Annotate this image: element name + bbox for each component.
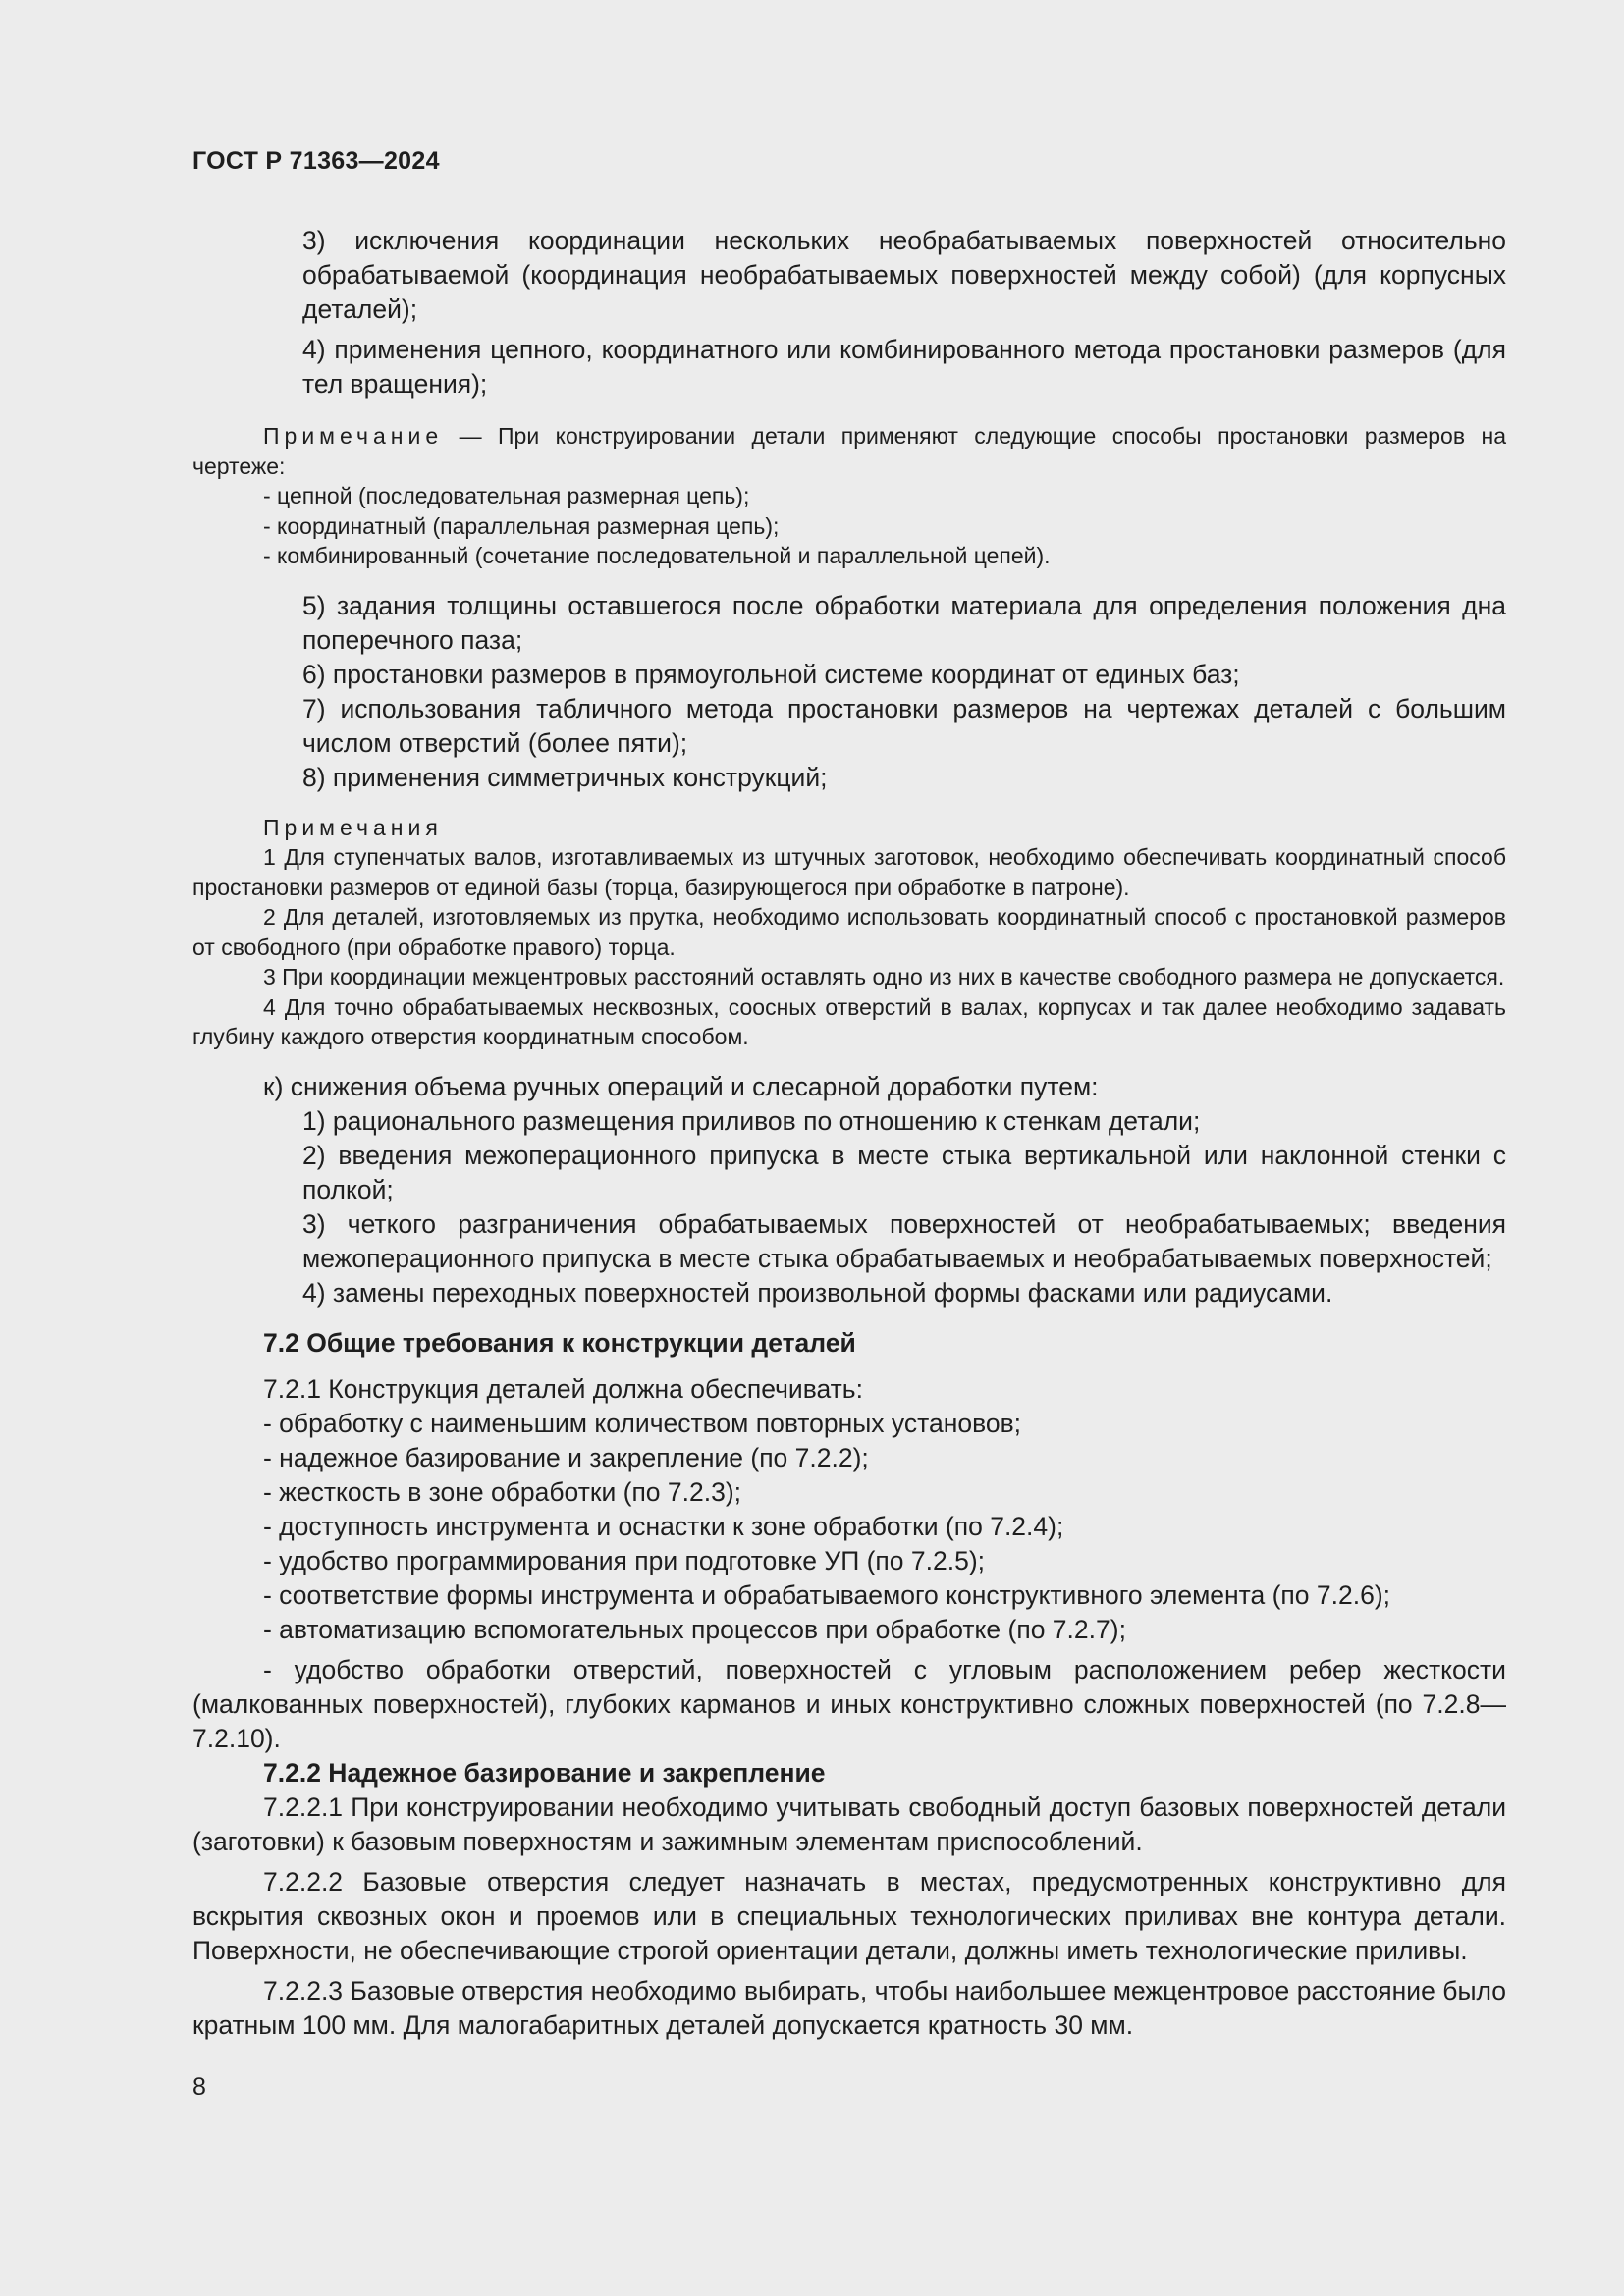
list-item: 4) замены переходных поверхностей произвольной формы фасками или радиусами. bbox=[302, 1277, 1333, 1308]
list-item: - доступность инструмента и оснастки к зоне обработки (по 7.2.4); bbox=[263, 1511, 1064, 1541]
list-item: - цепной (последовательная размерная цепь); bbox=[263, 483, 750, 508]
list-item: - жесткость в зоне обработки (по 7.2.3); bbox=[263, 1476, 742, 1507]
list-item: - удобство обработки отверстий, поверхностей с угловым расположением ребер жесткости (малкованных поверхностей), глубоких карманов и иных конструктивно сложных поверхностей (по 7.2.8—7.2.10). bbox=[192, 1654, 1506, 1753]
note-text: — При конструировании детали применяют следующие способы простановки размеров на чертеже: bbox=[192, 423, 1506, 479]
paragraph: 7.2.2.3 Базовые отверстия необходимо выбирать, чтобы наибольшее межцентровое расстояние было кратным 100 мм. Для малогабаритных деталей допускается кратность 30 мм. bbox=[192, 1975, 1506, 2040]
note-item: 3 При координации межцентровых расстояний оставлять одно из них в качестве свободного размера не допускается. bbox=[263, 964, 1505, 989]
document-header: ГОСТ Р 71363—2024 bbox=[192, 147, 440, 175]
section-heading: 7.2.2 Надежное базирование и закрепление bbox=[263, 1757, 826, 1788]
list-item: - обработку с наименьшим количеством повторных установов; bbox=[263, 1408, 1022, 1438]
list-item: - удобство программирования при подготовке УП (по 7.2.5); bbox=[263, 1545, 986, 1575]
section-heading: 7.2 Общие требования к конструкции деталей bbox=[263, 1327, 856, 1358]
page-number: 8 bbox=[192, 2073, 206, 2101]
list-item: 1) рационального размещения приливов по отношению к стенкам детали; bbox=[302, 1105, 1201, 1136]
notes-heading: Примечания bbox=[263, 814, 443, 840]
list-item: - автоматизацию вспомогательных процессов при обработке (по 7.2.7); bbox=[263, 1614, 1126, 1644]
list-item: - соответствие формы инструмента и обрабатываемого конструктивного элемента (по 7.2.6); bbox=[263, 1579, 1391, 1610]
note-item: 1 Для ступенчатых валов, изготавливаемых из штучных заготовок, необходимо обеспечивать координатный способ простановки размеров от единой базы (торца, базирующегося при обработке в патроне). bbox=[192, 844, 1506, 900]
note-label: Примечание bbox=[263, 423, 444, 449]
list-item: 8) применения симметричных конструкций; bbox=[302, 762, 828, 792]
list-item: 2) введения межоперационного припуска в месте стыка вертикальной или наклонной стенки с полкой; bbox=[302, 1140, 1506, 1204]
list-item: 3) четкого разграничения обрабатываемых поверхностей от необрабатываемых; введения межоперационного припуска в месте стыка обрабатываемых и необрабатываемых поверхностей; bbox=[302, 1208, 1506, 1273]
list-item: 6) простановки размеров в прямоугольной системе координат от единых баз; bbox=[302, 659, 1240, 689]
paragraph: 7.2.2.2 Базовые отверстия следует назначать в местах, предусмотренных конструктивно для вскрытия сквозных окон и проемов или в специальных технологических приливах вне контура детали. Поверхности, не обеспечивающие строгой ориентации детали, должны иметь технологические приливы. bbox=[192, 1866, 1506, 1965]
paragraph: 7.2.2.1 При конструировании необходимо учитывать свободный доступ базовых поверхностей детали (заготовки) к базовым поверхностям и зажимным элементам приспособлений. bbox=[192, 1791, 1506, 1856]
list-item: 5) задания толщины оставшегося после обработки материала для определения положения дна поперечного паза; bbox=[302, 590, 1506, 655]
list-item: 7) использования табличного метода простановки размеров на чертежах деталей с большим числом отверстий (более пяти); bbox=[302, 693, 1506, 758]
list-item: к) снижения объема ручных операций и слесарной доработки путем: bbox=[263, 1071, 1099, 1101]
note bbox=[192, 421, 1506, 481]
list-item: - координатный (параллельная размерная цепь); bbox=[263, 512, 780, 539]
list-item: - комбинированный (сочетание последовательной и параллельной цепей). bbox=[263, 543, 1051, 568]
list-item: 3) исключения координации нескольких необрабатываемых поверхностей относительно обрабатываемой (координация необрабатываемых поверхностей между собой) (для корпусных деталей); bbox=[302, 226, 1506, 324]
note-item: 2 Для деталей, изготовляемых из прутка, необходимо использовать координатный способ с простановкой размеров от свободного (при обработке правого) торца. bbox=[192, 904, 1506, 960]
paragraph: 7.2.1 Конструкция деталей должна обеспечивать: bbox=[263, 1373, 863, 1404]
list-item: - надежное базирование и закрепление (по 7.2.2); bbox=[263, 1442, 869, 1472]
list-item: 4) применения цепного, координатного или комбинированного метода простановки размеров (для тел вращения); bbox=[302, 335, 1506, 399]
note-item: 4 Для точно обрабатываемых несквозных, соосных отверстий в валах, корпусах и так далее необходимо задавать глубину каждого отверстия координатным способом. bbox=[192, 993, 1506, 1049]
document-body bbox=[192, 224, 1506, 2043]
